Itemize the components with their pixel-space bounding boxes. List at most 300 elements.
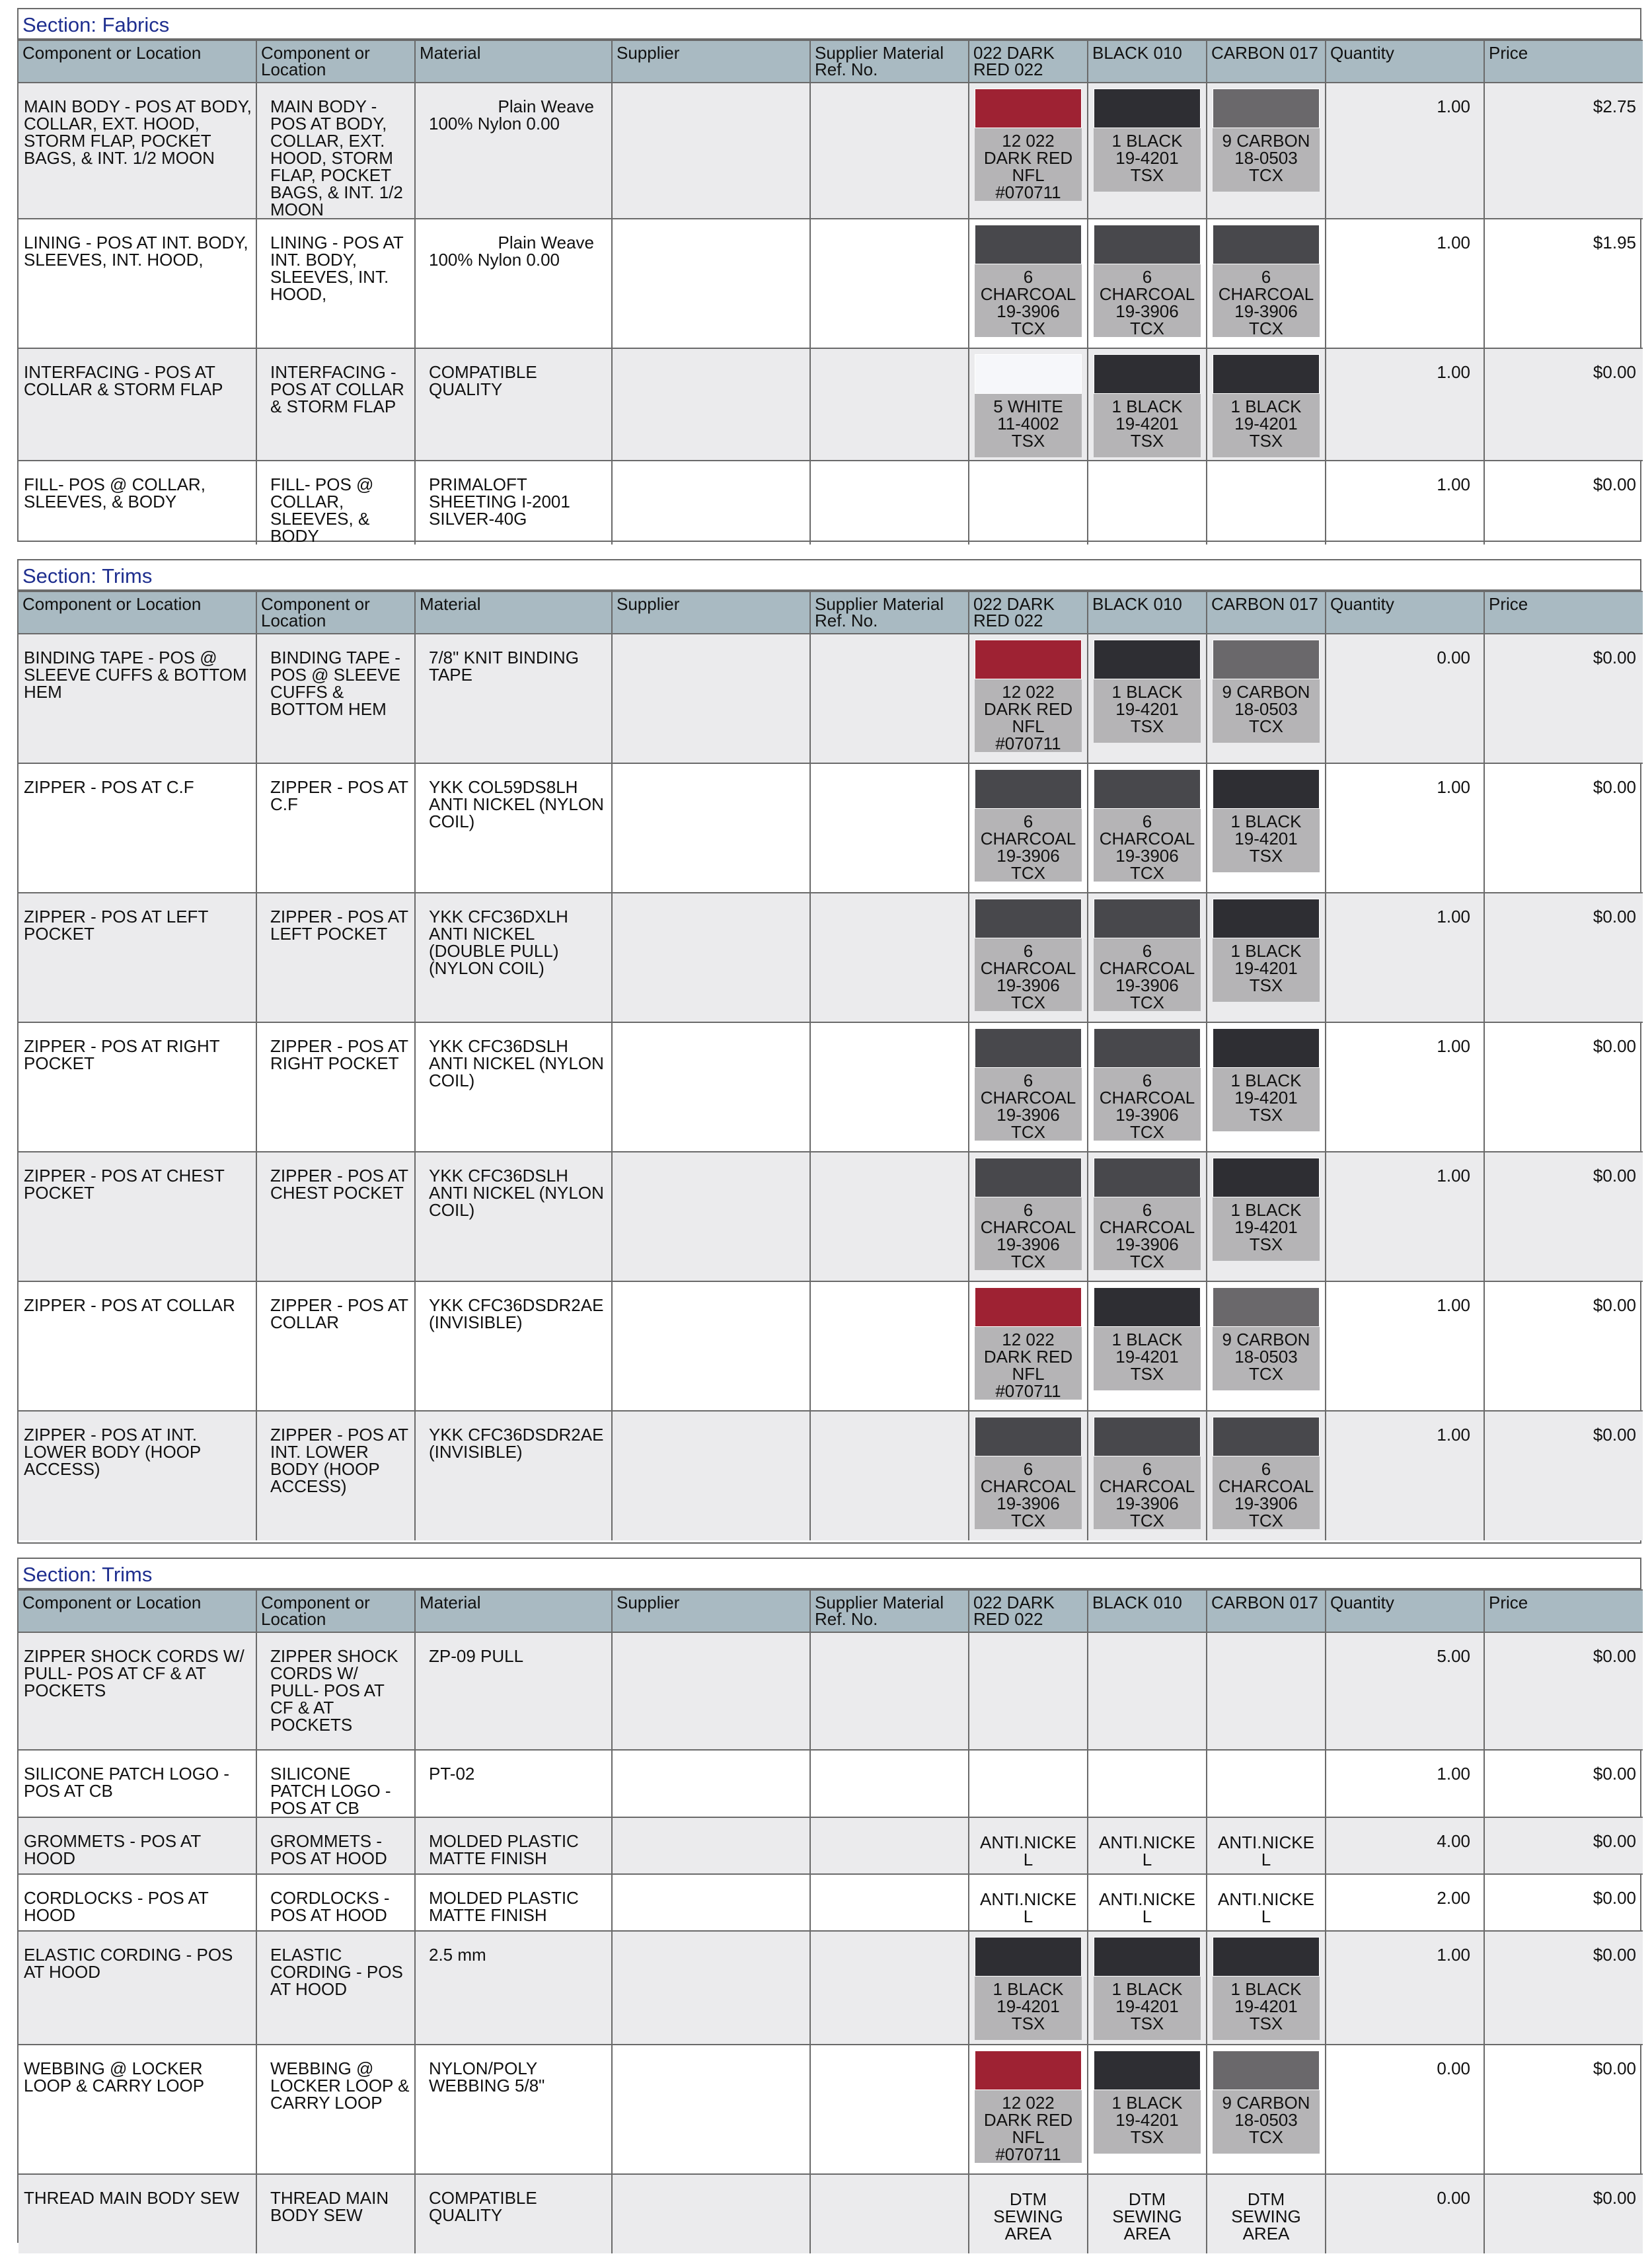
color-chip (1213, 354, 1320, 394)
material-cell (415, 763, 612, 893)
price-cell (1484, 1152, 1643, 1281)
color-label: 9 CARBON 18-0503 TCX (1213, 1327, 1320, 1390)
material-text: MOLDED PLASTIC MATTE FINISH (429, 1831, 579, 1868)
quantity-cell (1326, 1632, 1484, 1750)
component-text: CORDLOCKS - POS AT HOOD (270, 1888, 390, 1925)
material-cell (415, 1022, 612, 1152)
colorway-cell (1088, 1022, 1207, 1152)
color-swatch (1213, 769, 1320, 872)
component-location-cell (19, 219, 256, 348)
component-cell (256, 1411, 415, 1540)
colorway-cell (969, 634, 1088, 763)
material-text: ZP-09 PULL (429, 1646, 524, 1666)
supplier-ref-cell (810, 348, 969, 461)
color-label: 1 BLACK 19-4201 TSX (1094, 128, 1201, 192)
color-swatch (1094, 354, 1201, 457)
material-cell (415, 1817, 612, 1874)
table-row (19, 461, 1643, 545)
quantity-cell (1326, 1411, 1484, 1540)
colorway-cell (1088, 1632, 1207, 1750)
color-swatch (1213, 225, 1320, 337)
color-chip (1213, 899, 1320, 938)
material-text: YKK CFC36DSDR2AE (INVISIBLE) (429, 1295, 604, 1332)
header-row (19, 591, 1643, 634)
quantity-cell (1326, 1022, 1484, 1152)
material-text: PT-02 (429, 1764, 475, 1784)
colorway-cell (969, 2174, 1088, 2253)
colorway-cell (1088, 1750, 1207, 1817)
quantity-value: 1.00 (1437, 1036, 1470, 1056)
supplier-cell (612, 461, 810, 545)
supplier-cell (612, 2174, 810, 2253)
column-header: CARBON 017 (1207, 1590, 1326, 1632)
material-cell (415, 1931, 612, 2045)
color-label: 6 CHARCOAL 19-3906 TCX (975, 809, 1082, 882)
material-text: Plain Weave (498, 233, 594, 252)
color-label: 12 022 DARK RED NFL #070711 (975, 679, 1082, 752)
table-row (19, 2045, 1643, 2174)
column-header: Material (415, 1590, 612, 1632)
section-fabrics (17, 8, 1641, 545)
color-label: 12 022 DARK RED NFL #070711 (975, 2090, 1082, 2163)
color-label: 6 CHARCOAL 19-3906 TCX (975, 1197, 1082, 1270)
component-cell (256, 1152, 415, 1281)
color-chip (1213, 769, 1320, 809)
quantity-cell (1326, 2045, 1484, 2174)
color-chip (1094, 2051, 1201, 2090)
column-header: Price (1484, 591, 1643, 634)
component-location-text: GROMMETS - POS AT HOOD (24, 1831, 201, 1868)
color-chip (1213, 1417, 1320, 1456)
color-swatch (1213, 89, 1320, 192)
supplier-cell (612, 2045, 810, 2174)
supplier-cell (612, 763, 810, 893)
component-cell (256, 348, 415, 461)
color-label: 6 CHARCOAL 19-3906 TCX (1213, 264, 1320, 337)
quantity-value: 0.00 (1437, 2058, 1470, 2078)
colorway-text: ANTI.NICKE L (1099, 1832, 1195, 1869)
color-swatch (1094, 2051, 1201, 2154)
color-swatch (1094, 89, 1201, 192)
colorway-cell (969, 893, 1088, 1022)
column-header: Material (415, 40, 612, 83)
material-cell (415, 2045, 612, 2174)
quantity-cell (1326, 634, 1484, 763)
component-location-text: MAIN BODY - POS AT BODY, COLLAR, EXT. HOOD, STORM FLAP, POCKET BAGS, & INT. 1/2 MOON (24, 96, 252, 168)
color-chip (1094, 1417, 1201, 1456)
colorway-cell (1207, 1874, 1326, 1931)
price-cell (1484, 461, 1643, 545)
color-label: 9 CARBON 18-0503 TCX (1213, 679, 1320, 743)
supplier-ref-cell (810, 2045, 969, 2174)
header-row (19, 1590, 1643, 1632)
quantity-value: 1.00 (1437, 474, 1470, 494)
price-value: $0.00 (1593, 648, 1636, 667)
section-title: Section: Trims (19, 560, 1640, 591)
component-text: INTERFACING - POS AT COLLAR & STORM FLAP (270, 362, 404, 416)
price-cell (1484, 763, 1643, 893)
supplier-cell (612, 1817, 810, 1874)
component-location-cell (19, 634, 256, 763)
color-label: 1 BLACK 19-4201 TSX (1094, 679, 1201, 743)
component-location-cell (19, 763, 256, 893)
color-chip (1213, 1158, 1320, 1197)
colorway-cell (1207, 1411, 1326, 1540)
colorway-cell (1207, 1632, 1326, 1750)
colorway-cell (969, 1817, 1088, 1874)
color-chip (975, 2051, 1082, 2090)
color-label: 6 CHARCOAL 19-3906 TCX (1094, 809, 1201, 882)
quantity-cell (1326, 461, 1484, 545)
colorway-cell (969, 219, 1088, 348)
component-text: ELASTIC CORDING - POS AT HOOD (270, 1945, 403, 1999)
colorway-text: ANTI.NICKE L (980, 1889, 1076, 1926)
color-chip (975, 640, 1082, 679)
color-label: 1 BLACK 19-4201 TSX (1213, 809, 1320, 872)
quantity-value: 1.00 (1437, 233, 1470, 252)
price-cell (1484, 1874, 1643, 1931)
table-row (19, 83, 1643, 219)
price-value: $0.00 (1593, 777, 1636, 797)
price-cell (1484, 1022, 1643, 1152)
component-cell (256, 1632, 415, 1750)
component-location-text: ZIPPER - POS AT COLLAR (24, 1295, 235, 1315)
quantity-value: 1.00 (1437, 1764, 1470, 1784)
quantity-value: 1.00 (1437, 96, 1470, 116)
colorway-cell (1088, 634, 1207, 763)
supplier-cell (612, 1874, 810, 1931)
color-swatch (975, 225, 1082, 337)
table-row (19, 1022, 1643, 1152)
table-row (19, 763, 1643, 893)
column-header: 022 DARK RED 022 (969, 591, 1088, 634)
color-label: 6 CHARCOAL 19-3906 TCX (975, 938, 1082, 1011)
color-label: 6 CHARCOAL 19-3906 TCX (1094, 1456, 1201, 1529)
component-location-text: BINDING TAPE - POS @ SLEEVE CUFFS & BOTTOM HEM (24, 648, 247, 702)
color-swatch (1094, 1287, 1201, 1390)
colorway-cell (969, 1022, 1088, 1152)
colorway-cell (1088, 1411, 1207, 1540)
quantity-value: 1.00 (1437, 1945, 1470, 1965)
color-label: 1 BLACK 19-4201 TSX (1213, 938, 1320, 1002)
color-label: 6 CHARCOAL 19-3906 TCX (1094, 1197, 1201, 1270)
supplier-ref-cell (810, 1411, 969, 1540)
table-row (19, 1632, 1643, 1750)
colorway-cell (969, 1411, 1088, 1540)
component-location-cell (19, 1022, 256, 1152)
price-cell (1484, 1817, 1643, 1874)
color-swatch (975, 89, 1082, 201)
component-cell (256, 1281, 415, 1411)
colorway-cell (1207, 893, 1326, 1022)
colorway-cell (1088, 1874, 1207, 1931)
price-value: $0.00 (1593, 2188, 1636, 2208)
component-location-cell (19, 1281, 256, 1411)
component-location-cell (19, 1817, 256, 1874)
quantity-cell (1326, 1152, 1484, 1281)
colorway-cell (1207, 2045, 1326, 2174)
material-cell (415, 83, 612, 219)
component-text: THREAD MAIN BODY SEW (270, 2188, 389, 2225)
component-cell (256, 1817, 415, 1874)
quantity-value: 5.00 (1437, 1646, 1470, 1666)
table-row (19, 2174, 1643, 2253)
component-location-text: WEBBING @ LOCKER LOOP & CARRY LOOP (24, 2058, 205, 2095)
supplier-cell (612, 83, 810, 219)
material-cell (415, 1152, 612, 1281)
colorway-cell (1088, 1152, 1207, 1281)
component-location-cell (19, 461, 256, 545)
material-text: 7/8" KNIT BINDING TAPE (429, 648, 579, 685)
component-text: ZIPPER - POS AT RIGHT POCKET (270, 1036, 408, 1073)
component-text: ZIPPER SHOCK CORDS W/ PULL- POS AT CF & AT POCKETS (270, 1646, 398, 1735)
color-label: 6 CHARCOAL 19-3906 TCX (1094, 1068, 1201, 1141)
column-header: Supplier (612, 1590, 810, 1632)
column-header: Component or Location (256, 1590, 415, 1632)
color-swatch (975, 1287, 1082, 1400)
supplier-ref-cell (810, 1931, 969, 2045)
supplier-cell (612, 219, 810, 348)
price-cell (1484, 1931, 1643, 2045)
column-header: BLACK 010 (1088, 1590, 1207, 1632)
component-location-cell (19, 2174, 256, 2253)
color-label: 12 022 DARK RED NFL #070711 (975, 128, 1082, 201)
color-label: 1 BLACK 19-4201 TSX (1094, 1977, 1201, 2040)
component-location-text: ELASTIC CORDING - POS AT HOOD (24, 1945, 233, 1982)
material-cell (415, 634, 612, 763)
color-swatch (1094, 1937, 1201, 2040)
price-value: $0.00 (1593, 1888, 1636, 1908)
color-chip (975, 89, 1082, 128)
price-cell (1484, 2174, 1643, 2253)
price-value: $0.00 (1593, 1036, 1636, 1056)
quantity-cell (1326, 219, 1484, 348)
component-cell (256, 1931, 415, 2045)
component-location-text: ZIPPER - POS AT C.F (24, 777, 194, 797)
colorway-cell (1088, 83, 1207, 219)
color-label: 1 BLACK 19-4201 TSX (1213, 1197, 1320, 1261)
color-swatch (975, 1937, 1082, 2040)
column-header: Quantity (1326, 40, 1484, 83)
colorway-cell (969, 1931, 1088, 2045)
price-cell (1484, 219, 1643, 348)
price-value: $0.00 (1593, 474, 1636, 494)
component-cell (256, 83, 415, 219)
colorway-text: ANTI.NICKE L (1218, 1889, 1314, 1926)
component-cell (256, 1022, 415, 1152)
color-label: 1 BLACK 19-4201 TSX (1213, 1977, 1320, 2040)
component-cell (256, 2174, 415, 2253)
color-chip (1094, 899, 1201, 938)
supplier-ref-cell (810, 634, 969, 763)
color-label: 6 CHARCOAL 19-3906 TCX (1213, 1456, 1320, 1529)
quantity-value: 0.00 (1437, 648, 1470, 667)
material-cell (415, 1411, 612, 1540)
color-swatch (1094, 899, 1201, 1011)
section-title: Section: Fabrics (19, 9, 1640, 40)
colorway-cell (969, 461, 1088, 545)
color-label: 9 CARBON 18-0503 TCX (1213, 128, 1320, 192)
color-label: 6 CHARCOAL 19-3906 TCX (1094, 938, 1201, 1011)
material-cell (415, 1874, 612, 1931)
color-swatch (1213, 1417, 1320, 1529)
colorway-cell (1207, 1152, 1326, 1281)
component-location-cell (19, 1632, 256, 1750)
colorway-cell (1207, 763, 1326, 893)
price-cell (1484, 893, 1643, 1022)
table-row (19, 1152, 1643, 1281)
color-chip (1213, 2051, 1320, 2090)
color-chip (975, 354, 1082, 394)
colorway-cell (969, 83, 1088, 219)
column-header: Component or Location (256, 40, 415, 83)
price-value: $0.00 (1593, 362, 1636, 382)
material-text: Plain Weave (498, 96, 594, 116)
component-text: SILICONE PATCH LOGO - POS AT CB (270, 1764, 391, 1817)
quantity-value: 1.00 (1437, 362, 1470, 382)
colorway-text: ANTI.NICKE L (1099, 1889, 1195, 1926)
quantity-cell (1326, 763, 1484, 893)
price-value: $0.00 (1593, 1166, 1636, 1186)
color-chip (975, 1028, 1082, 1068)
color-chip (975, 769, 1082, 809)
price-cell (1484, 1281, 1643, 1411)
price-value: $0.00 (1593, 907, 1636, 926)
component-text: ZIPPER - POS AT C.F (270, 777, 408, 814)
component-location-cell (19, 1152, 256, 1281)
section-title: Section: Trims (19, 1559, 1640, 1589)
supplier-cell (612, 1022, 810, 1152)
supplier-cell (612, 893, 810, 1022)
table-row (19, 634, 1643, 763)
material-cell (415, 461, 612, 545)
table-row (19, 219, 1643, 348)
column-header: 022 DARK RED 022 (969, 1590, 1088, 1632)
section-trims-2 (17, 1558, 1641, 2243)
component-location-text: ZIPPER - POS AT LEFT POCKET (24, 907, 208, 944)
color-swatch (1094, 1158, 1201, 1270)
colorway-cell (1207, 83, 1326, 219)
colorway-cell (1088, 219, 1207, 348)
component-location-text: ZIPPER - POS AT CHEST POCKET (24, 1166, 225, 1203)
colorway-cell (969, 1281, 1088, 1411)
quantity-value: 1.00 (1437, 1425, 1470, 1445)
supplier-ref-cell (810, 1022, 969, 1152)
component-location-cell (19, 1411, 256, 1540)
color-label: 6 CHARCOAL 19-3906 TCX (975, 264, 1082, 337)
quantity-value: 1.00 (1437, 1295, 1470, 1315)
color-chip (1094, 1028, 1201, 1068)
supplier-cell (612, 348, 810, 461)
component-cell (256, 634, 415, 763)
color-swatch (1213, 1937, 1320, 2040)
colorway-cell (969, 1152, 1088, 1281)
color-swatch (1213, 354, 1320, 457)
material-text: 2.5 mm (429, 1945, 486, 1965)
quantity-cell (1326, 1281, 1484, 1411)
component-location-text: THREAD MAIN BODY SEW (24, 2188, 240, 2208)
color-chip (1094, 640, 1201, 679)
column-header: Component or Location (19, 591, 256, 634)
component-cell (256, 763, 415, 893)
component-location-cell (19, 1874, 256, 1931)
color-label: 1 BLACK 19-4201 TSX (1094, 1327, 1201, 1390)
color-chip (975, 1158, 1082, 1197)
color-swatch (975, 354, 1082, 457)
supplier-cell (612, 634, 810, 763)
material-text: YKK CFC36DSLH ANTI NICKEL (NYLON COIL) (429, 1166, 604, 1220)
material-text: MOLDED PLASTIC MATTE FINISH (429, 1888, 579, 1925)
component-location-text: CORDLOCKS - POS AT HOOD (24, 1888, 209, 1925)
colorway-cell (1088, 893, 1207, 1022)
material-text: NYLON/POLY WEBBING 5/8" (429, 2058, 545, 2095)
supplier-cell (612, 1152, 810, 1281)
color-label: 9 CARBON 18-0503 TCX (1213, 2090, 1320, 2154)
price-cell (1484, 348, 1643, 461)
color-swatch (975, 1028, 1082, 1141)
price-cell (1484, 1411, 1643, 1540)
colorway-cell (1207, 348, 1326, 461)
quantity-cell (1326, 1874, 1484, 1931)
material-cell (415, 1281, 612, 1411)
material-text: YKK CFC36DXLH ANTI NICKEL (DOUBLE PULL) (NYLON COIL) (429, 907, 568, 978)
price-value: $1.95 (1593, 233, 1636, 252)
component-text: ZIPPER - POS AT INT. LOWER BODY (HOOP ACCESS) (270, 1425, 408, 1496)
colorway-cell (969, 1750, 1088, 1817)
color-swatch (1213, 2051, 1320, 2154)
component-text: GROMMETS - POS AT HOOD (270, 1831, 387, 1868)
color-swatch (1213, 1028, 1320, 1131)
color-chip (1094, 1158, 1201, 1197)
colorway-cell (1207, 1817, 1326, 1874)
price-cell (1484, 634, 1643, 763)
color-chip (1094, 1937, 1201, 1977)
colorway-cell (1207, 1931, 1326, 2045)
price-value: $0.00 (1593, 1646, 1636, 1666)
component-text: ZIPPER - POS AT LEFT POCKET (270, 907, 408, 944)
component-cell (256, 219, 415, 348)
component-location-text: SILICONE PATCH LOGO - POS AT CB (24, 1764, 230, 1801)
colorway-cell (969, 1874, 1088, 1931)
bom-table (19, 1589, 1643, 2253)
column-header: Component or Location (19, 1590, 256, 1632)
table-row (19, 1931, 1643, 2045)
table-row (19, 1750, 1643, 1817)
column-header: Material (415, 591, 612, 634)
color-label: 12 022 DARK RED NFL #070711 (975, 1327, 1082, 1400)
component-text: MAIN BODY - POS AT BODY, COLLAR, EXT. HOOD, STORM FLAP, POCKET BAGS, & INT. 1/2 MOON (270, 96, 403, 219)
color-chip (975, 1417, 1082, 1456)
column-header: BLACK 010 (1088, 591, 1207, 634)
price-value: $0.00 (1593, 1425, 1636, 1445)
quantity-cell (1326, 83, 1484, 219)
component-location-text: FILL- POS @ COLLAR, SLEEVES, & BODY (24, 474, 206, 511)
color-label: 6 CHARCOAL 19-3906 TCX (975, 1068, 1082, 1141)
color-chip (975, 1937, 1082, 1977)
colorway-text: DTM SEWING AREA (1231, 2189, 1301, 2243)
color-chip (1213, 225, 1320, 264)
price-value: $0.00 (1593, 2058, 1636, 2078)
color-chip (1213, 1287, 1320, 1327)
component-text: LINING - POS AT INT. BODY, SLEEVES, INT. HOOD, (270, 233, 404, 304)
column-header: Price (1484, 1590, 1643, 1632)
color-swatch (975, 1417, 1082, 1529)
column-header: Component or Location (256, 591, 415, 634)
supplier-cell (612, 1750, 810, 1817)
color-chip (1094, 769, 1201, 809)
colorway-cell (1088, 763, 1207, 893)
colorway-cell (1088, 2045, 1207, 2174)
